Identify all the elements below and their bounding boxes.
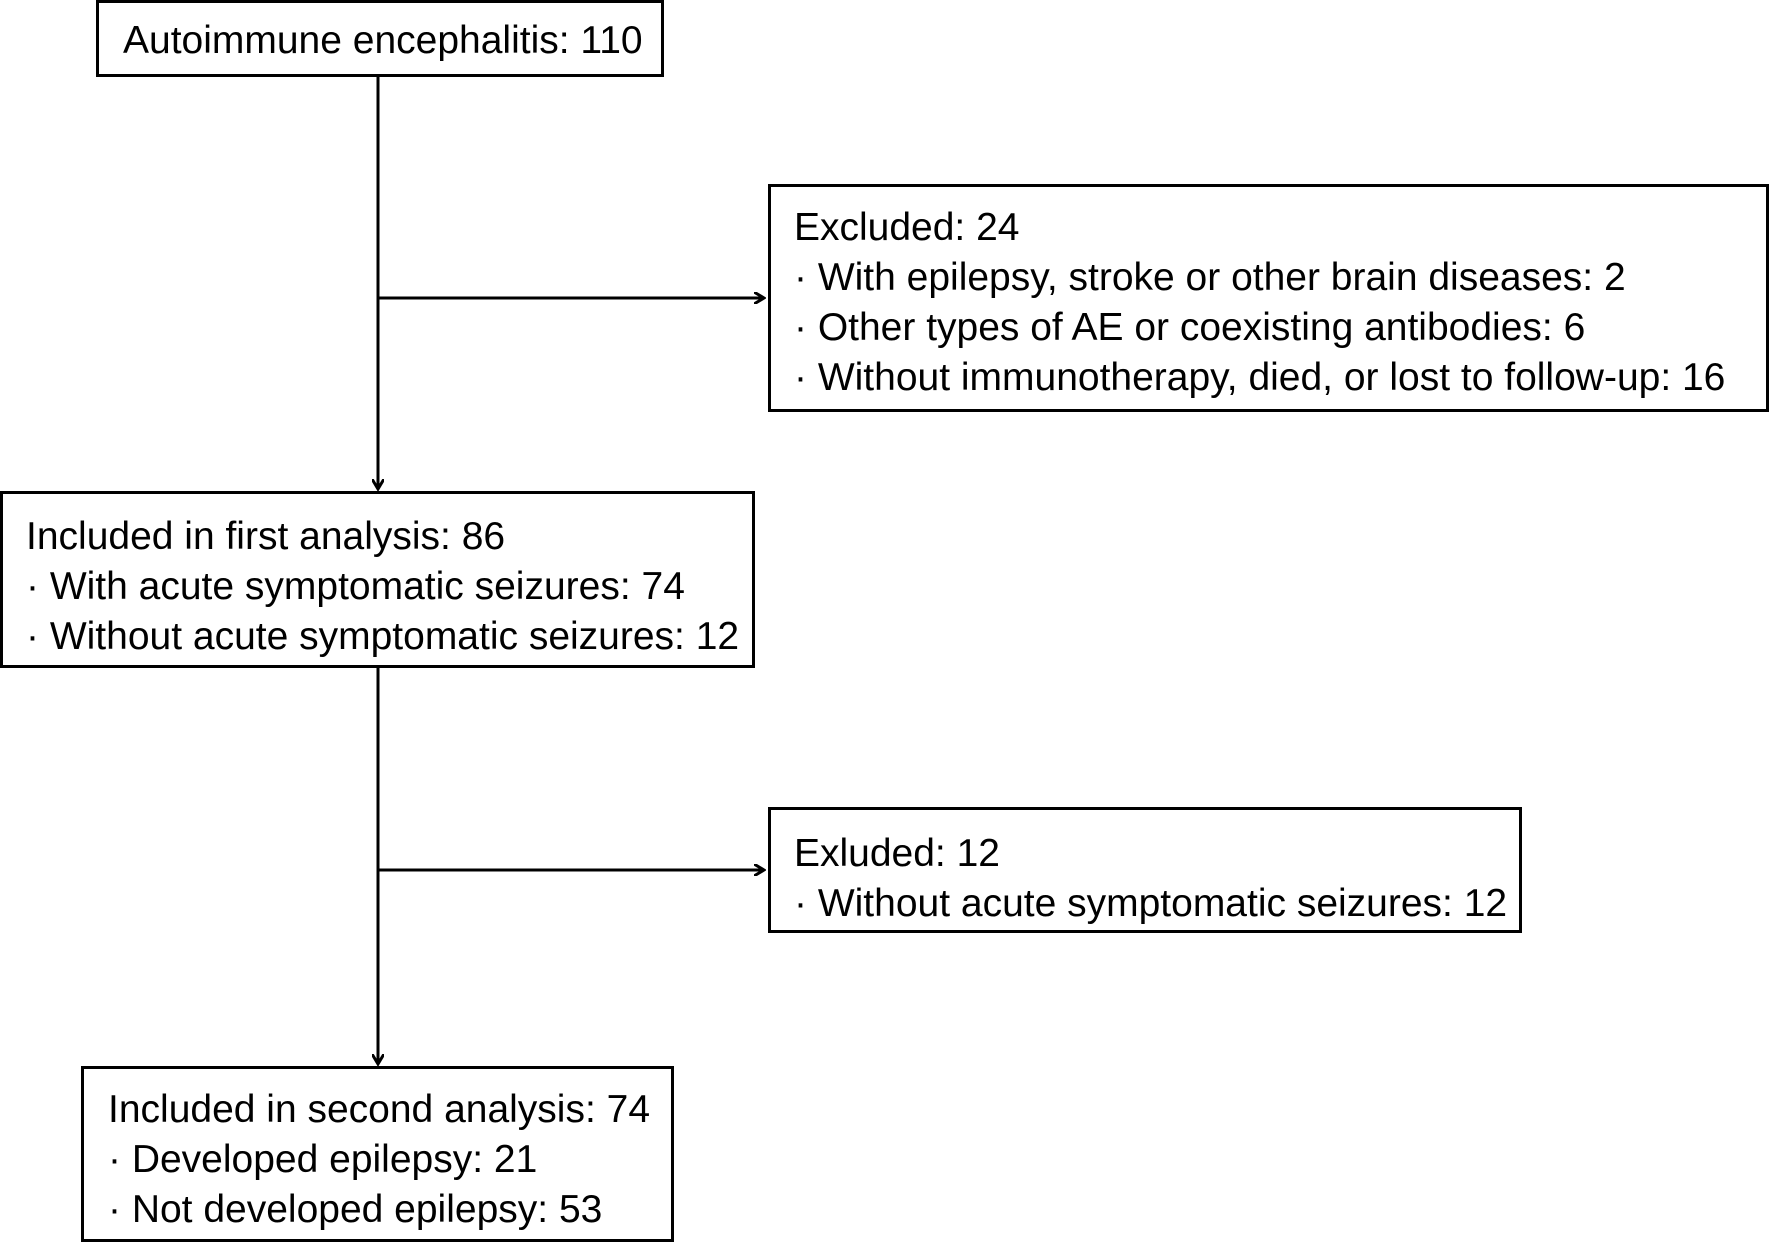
second-analysis-title: Included in second analysis: 74 bbox=[108, 1088, 651, 1131]
excluded-box-1-item: · With epilepsy, stroke or other brain diseases: 2 bbox=[794, 256, 1626, 299]
excluded-box-2-item: · Without acute symptomatic seizures: 12 bbox=[794, 882, 1508, 925]
first-analysis-title: Included in first analysis: 86 bbox=[26, 515, 506, 558]
second-analysis-box bbox=[81, 1066, 674, 1242]
start-box-text: Autoimmune encephalitis: 110 bbox=[123, 19, 643, 62]
first-analysis-item: · Without acute symptomatic seizures: 12 bbox=[26, 615, 740, 658]
first-analysis-box bbox=[0, 491, 755, 668]
start-box bbox=[96, 0, 664, 77]
excluded-box-1 bbox=[768, 184, 1769, 412]
second-analysis-item: · Not developed epilepsy: 53 bbox=[108, 1188, 603, 1231]
excluded-box-2 bbox=[768, 807, 1522, 933]
excluded-box-1-title: Excluded: 24 bbox=[794, 206, 1020, 249]
excluded-box-2-title: Exluded: 12 bbox=[794, 832, 1000, 875]
first-analysis-item: · With acute symptomatic seizures: 74 bbox=[26, 565, 685, 608]
excluded-box-1-item: · Without immunotherapy, died, or lost to follow-up: 16 bbox=[794, 356, 1726, 399]
excluded-box-1-item: · Other types of AE or coexisting antibodies: 6 bbox=[794, 306, 1586, 349]
second-analysis-item: · Developed epilepsy: 21 bbox=[108, 1138, 538, 1181]
